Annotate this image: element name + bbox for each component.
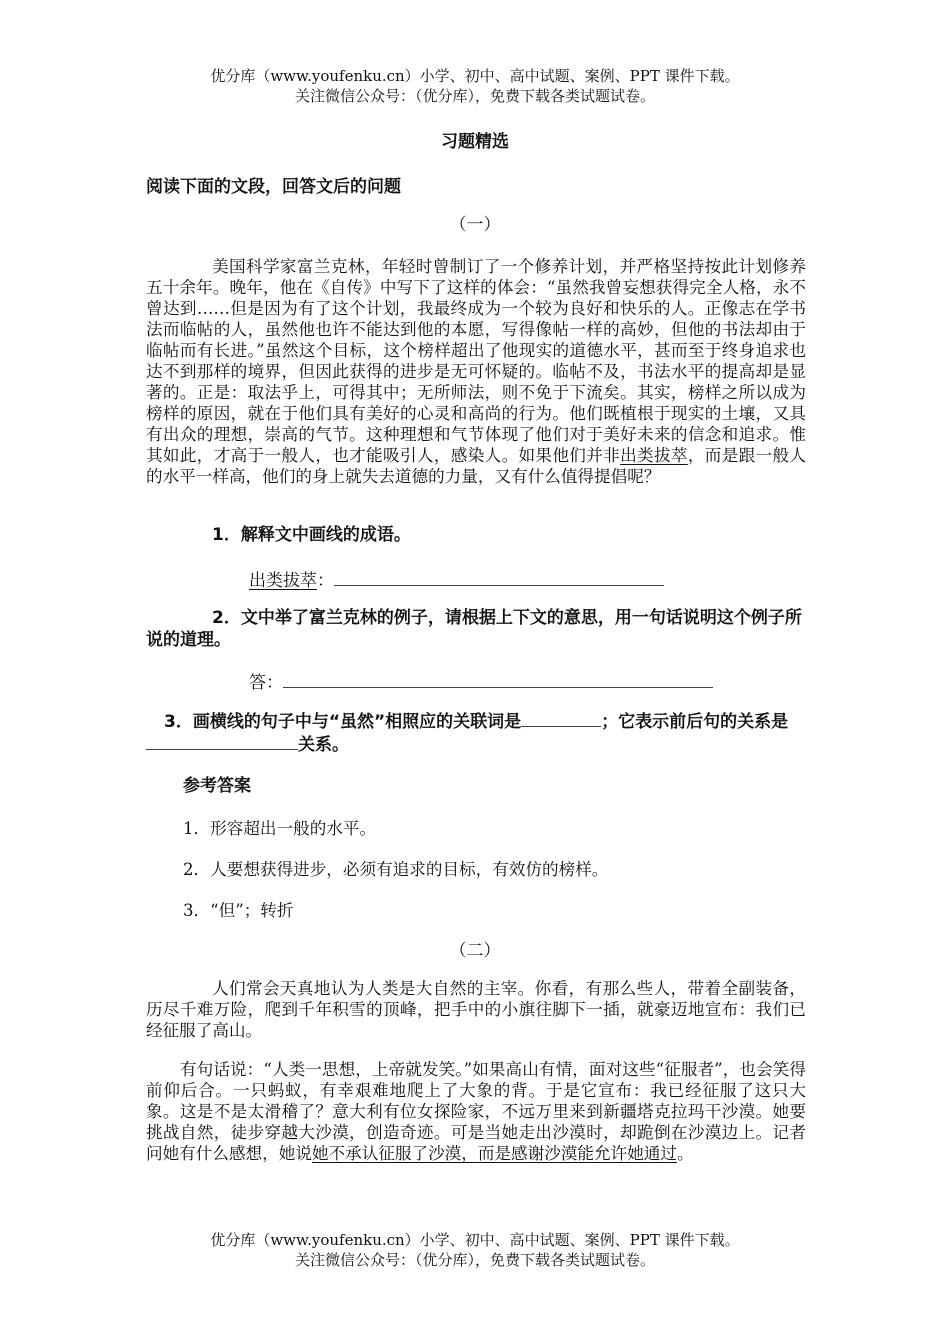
answers-heading: 参考答案 xyxy=(183,776,251,796)
passage-text-after: ，而是跟一般人的水平一样高，他们的身上就失去道德的力量，又有什么值得提倡呢？ xyxy=(146,446,807,486)
answer-2: 2．人要想获得进步，必须有追求的目标，有效仿的榜样。 xyxy=(183,860,609,879)
footer-line-2: 关注微信公众号：（优分库），免费下载各类试题试卷。 xyxy=(294,1251,655,1269)
paragraph-2-text-before: 有句话说：“人类一思想，上帝就发笑。”如果高山有情，面对这些“征服者”，也会笑得前仰后合。一只蚂蚁，有幸艰难地爬上了大象的背。于是它宣布：我已经征服了这只大象。这是不是太滑稽了？意大利有位女探险家，不远万里来到新疆塔克拉玛干沙漠。她要挑战自然，徒步穿越大沙漠，创造奇迹。可是当她走出沙漠时，却跪倒在沙漠边上。记者问她有什么感想，她说 xyxy=(146,1060,806,1163)
question-2-answer-line xyxy=(249,668,713,693)
section-1-passage xyxy=(146,256,806,487)
underlined-sentence: 她不承认征服了沙漠，而是感谢沙漠能允许她通过 xyxy=(311,1144,677,1163)
header-line-1: 优分库（www.youfenku.cn）小学、初中、高中试题、案例、PPT 课件下载。 xyxy=(210,67,740,85)
footer-line-1: 优分库（www.youfenku.cn）小学、初中、高中试题、案例、PPT 课件下载。 xyxy=(210,1231,740,1249)
question-3-part-3: 关系。 xyxy=(298,735,349,755)
section-2-heading-text: （二） xyxy=(449,941,501,961)
reading-instruction: 阅读下面的文段，回答文后的问题 xyxy=(146,177,401,197)
page-footer xyxy=(0,1230,950,1270)
question-3-blank-2[interactable] xyxy=(146,733,298,750)
underlined-idiom: 出类拔萃 xyxy=(620,446,688,465)
question-2-answer-label: 答： xyxy=(249,673,283,693)
answer-1: 1．形容超出一般的水平。 xyxy=(183,819,377,838)
answer-3: 3．“但”；转折 xyxy=(183,901,294,920)
paragraph-2-text-after: 。 xyxy=(677,1144,694,1163)
section-1-heading xyxy=(0,210,950,235)
question-1-answer-label: 出类拔萃 xyxy=(249,571,317,591)
header-line-2: 关注微信公众号：（优分库），免费下载各类试题试卷。 xyxy=(294,87,655,105)
section-2-paragraph-1: 人们常会天真地认为人类是大自然的主宰。你看，有那么些人，带着全副装备，历尽千难万险，爬到千年积雪的顶峰，把手中的小旗往脚下一插，就豪迈地宣布：我们已经征服了高山。 xyxy=(146,979,806,1040)
question-3-part-1: 3．画横线的句子中与“虽然”相照应的关联词是 xyxy=(164,712,522,732)
section-1-heading-text: （一） xyxy=(449,215,501,235)
question-1-answer-line xyxy=(249,566,664,591)
question-3-part-2: ；它表示前后句的关系是 xyxy=(601,712,789,732)
question-1: 1．解释文中画线的成语。 xyxy=(212,525,411,545)
section-2-paragraph-2 xyxy=(146,1059,806,1164)
question-3 xyxy=(146,710,806,756)
question-3-blank-1[interactable] xyxy=(521,710,601,727)
question-1-answer-colon: ： xyxy=(317,571,334,591)
question-2: 2．文中举了富兰克林的例子，请根据上下文的意思，用一句话说明这个例子所说的道理。 xyxy=(146,608,802,650)
page-header xyxy=(0,66,950,106)
question-2-answer-blank[interactable] xyxy=(283,671,713,688)
page-title: 习题精选 xyxy=(441,132,509,152)
passage-text-before: 美国科学家富兰克林，年轻时曾制订了一个修养计划，并严格坚持按此计划修养五十余年。晚年，他在《自传》中写下了这样的体会：“虽然我曾妄想获得完全人格，永不曾达到……但是因为有了这个计划，我最终成为一个较为良好和快乐的人。正像志在学书法而临帖的人，虽然他也许不能达到他的本愿，写得像帖一样的高妙，但他的书法却由于临帖而有长进。”虽然这个目标，这个榜样超出了他现实的道德水平，甚而至于终身追求也达不到那样的境界，但因此获得的进步是无可怀疑的。临帖不及，书法水平的提高却是显著的。正是：取法乎上，可得其中；无所师法，则不免于下流矣。其实，榜样之所以成为榜样的原因，就在于他们具有美好的心灵和高尚的行为。他们既植根于现实的土壤，又具有出众的理想，崇高的气节。这种理想和气节体现了他们对于美好未来的信念和追求。惟其如此，才高于一般人，也才能吸引人，感染人。如果他们并非 xyxy=(146,257,806,465)
section-2-heading xyxy=(0,936,950,961)
question-1-answer-blank[interactable] xyxy=(334,569,664,586)
